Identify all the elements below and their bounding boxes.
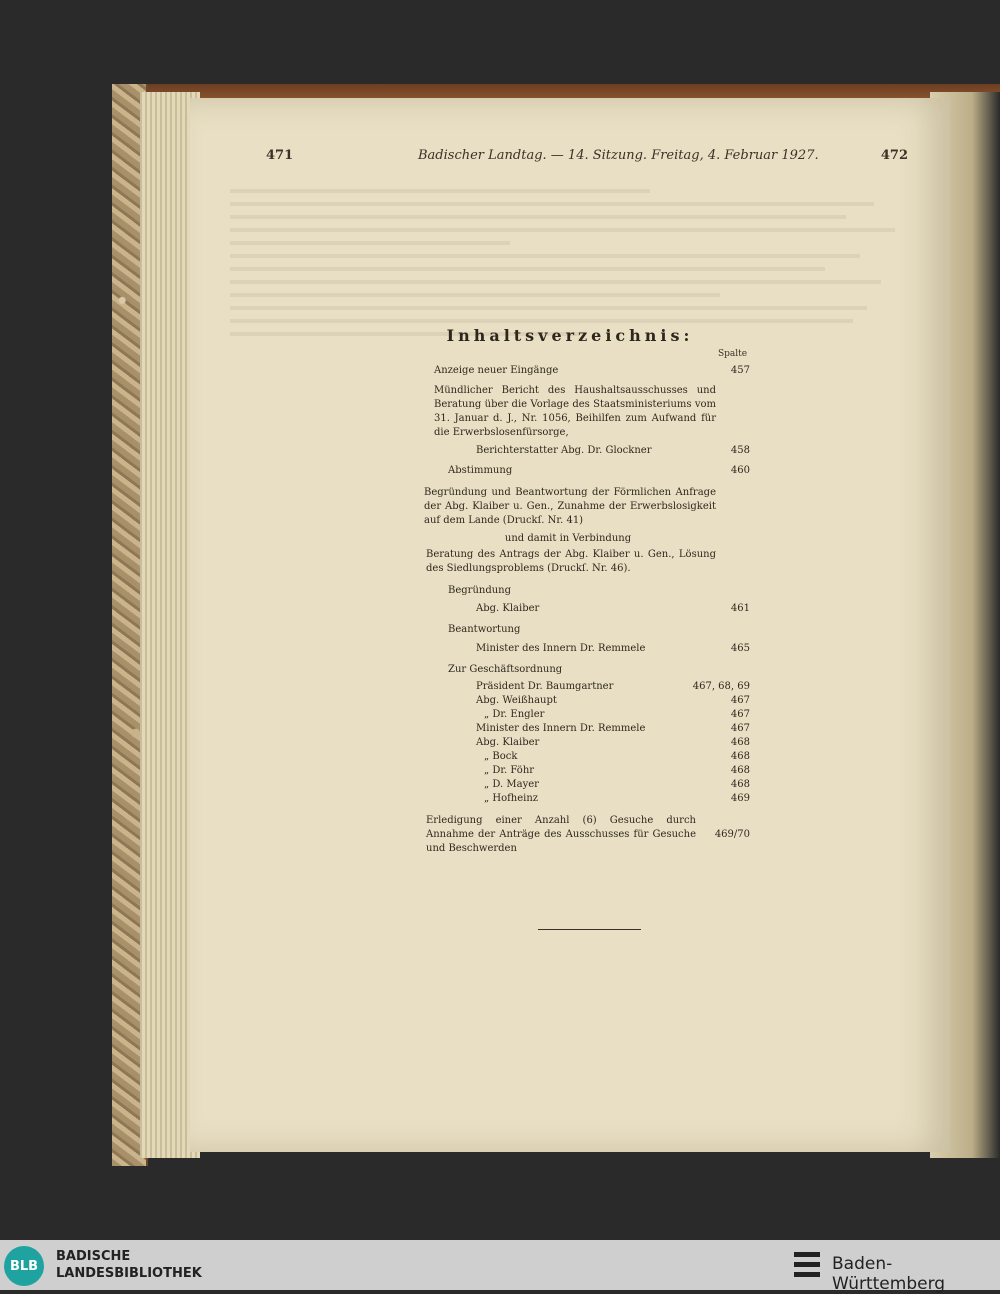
- scan-viewer: 471 Badischer Landtag. — 14. Sitzung. Freitag, 4. Februar 1927. 472 Inhaltsverzeichnis: Spalte Anzeige neuer Eingänge 457 Mündlicher Bericht des Haushaltsausschusses und Beratung über die Vorlage des Staatsministeriums vom 31. Januar d. J., Nr. 1056, Beihilfen zum Aufwand für die Erwerbslosenfürsorge, Berichterstatter Abg. Dr. Glockner 458 Abstimmung 460 Begründung und Beantwortung der Förmlichen Anfrage der Abg. Klaiber u. Gen., Zunahme der Erwerbslosigkeit auf dem Lande (Druckſ. Nr. 41) und damit in Verbindung Beratung des Antrags der Abg. Klaiber u. Gen., Lösung des Siedlungsproblems (Druckſ. Nr. 46). Begründung Abg. Klaiber 461 Beantwortung Minister des Innern Dr. Remmele 465 Zur Geschäftsordnung Präsident Dr. Baumgartner 467, 68, 69 Abg. Weißhaupt 467 „ Dr. Engler 467 Minister des Innern Dr. Remmele 467 Abg. Klaiber 468 „ Bock 468 „ Dr. Föhr 468 „ D. Mayer 468 „ Hofheinz 469 Erledigung einer Anzahl (6) Gesuche durch Annahme der Anträge des Ausschusses für Gesuche und Beschwerden 469/70: [0, 0, 1000, 1240]
- bw-lions-icon: [790, 1248, 824, 1282]
- running-header: [258, 148, 908, 168]
- toc-entry: „ Dr. Engler 467: [484, 709, 750, 720]
- toc-entry: „ Bock 468: [484, 751, 750, 762]
- toc-entry: „ Hofheinz 469: [484, 793, 750, 804]
- page-number-right: 472: [880, 148, 908, 163]
- running-title: Badischer Landtag. — 14. Sitzung. Freitag, 4. Februar 1927.: [418, 148, 819, 163]
- blb-logo[interactable]: BLB: [4, 1246, 44, 1286]
- toc-entry: Berichterstatter Abg. Dr. Glockner 458: [476, 445, 750, 456]
- toc-entry-anfrage: Begründung und Beantwortung der Förmlichen Anfrage der Abg. Klaiber u. Gen., Zunahme der Erwerbslosigkeit auf dem Lande (Druckſ. Nr. 41): [424, 487, 716, 526]
- toc-entry-beratung: Beratung des Antrags der Abg. Klaiber u. Gen., Lösung des Siedlungsproblems (Druckſ. Nr. 46).: [426, 549, 716, 574]
- toc-heading: Beantwortung: [448, 624, 521, 635]
- toc-entry: Abg. Klaiber 468: [476, 737, 750, 748]
- toc-entry: Minister des Innern Dr. Remmele 467: [476, 723, 750, 734]
- toc-title: Inhaltsverzeichnis:: [446, 326, 694, 345]
- page-number-left: 471: [266, 148, 294, 163]
- footer-bar: [0, 1240, 1000, 1294]
- blb-wordmark[interactable]: BADISCHE LANDESBIBLIOTHEK: [56, 1249, 202, 1281]
- column-label: Spalte: [718, 349, 748, 359]
- toc-entry: Abg. Klaiber 461: [476, 603, 750, 614]
- toc-entry-bericht: Mündlicher Bericht des Haushaltsausschusses und Beratung über die Vorlage des Staatsministeriums vom 31. Januar d. J., Nr. 1056, Beihilfen zum Aufwand für die Erwerbslosenfürsorge,: [434, 385, 716, 438]
- closing-rule: [538, 929, 641, 930]
- toc-connector: und damit in Verbindung: [504, 533, 632, 544]
- toc-entry: Minister des Innern Dr. Remmele 465: [476, 643, 750, 654]
- toc-heading: Zur Geschäftsordnung: [448, 664, 563, 675]
- toc-entry: Anzeige neuer Eingänge 457: [434, 365, 750, 376]
- toc-heading: Begründung: [448, 585, 512, 596]
- toc-entry: Präsident Dr. Baumgartner 467, 68, 69: [476, 681, 750, 692]
- toc-entry-erledigung: Erledigung einer Anzahl (6) Gesuche durch Annahme der Anträge des Ausschusses für Gesuche und Beschwerden: [426, 815, 696, 854]
- toc-entry: „ D. Mayer 468: [484, 779, 750, 790]
- bw-wordmark[interactable]: Baden-Württemberg: [832, 1254, 946, 1294]
- toc-entry: „ Dr. Föhr 468: [484, 765, 750, 776]
- toc-entry: Abg. Weißhaupt 467: [476, 695, 750, 706]
- toc-entry: Abstimmung 460: [448, 465, 750, 476]
